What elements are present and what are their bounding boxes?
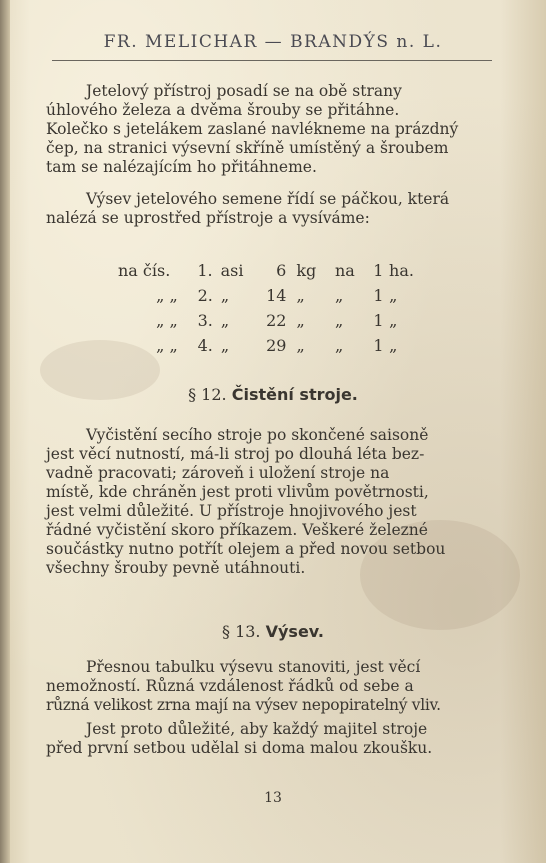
section-number: § 12. [188,385,227,404]
table-cell: „ [296,311,305,330]
table-cell: 2. [197,286,213,305]
table-cell: 1 [373,261,384,280]
table-cell: 29 [266,336,287,355]
text-line: tam se nalézajícím ho přitáhneme. [46,158,317,176]
text-line: místě, kde chráněn jest proti vlivům povětrnosti, [46,483,429,501]
text-line: řádné vyčistění skoro příkazem. Veškeré železné [46,521,428,539]
table-row [118,333,418,358]
table-cell: 1. [197,261,213,280]
page-binding-edge [0,0,10,863]
table-cell: „ [335,336,344,355]
section-title: Výsev. [265,622,324,641]
text-line: Vyčistění secího stroje po skončené saisoně [86,426,429,444]
table-cell: „ [335,286,344,305]
table-cell: „ [220,286,230,305]
seeding-rate-table [118,258,418,358]
section-heading-12 [0,385,546,404]
paragraph-sowing-table [46,658,488,715]
table-cell: „ [220,311,230,330]
paragraph-test-advice [46,720,488,758]
table-cell: ha. [389,261,414,280]
table-cell: „ „ [156,286,178,305]
table-cell: „ [389,336,398,355]
table-cell: kg [296,261,317,280]
table-cell: 3. [197,311,213,330]
paragraph-machine-cleaning [46,426,488,578]
text-line: Kolečko s jetelákem zaslané navlékneme na prázdný [46,120,459,138]
section-title: Čistění stroje. [231,385,358,404]
text-line: různá velikost zrna mají na výsev nepopiratelný vliv. [46,696,441,714]
text-line: nalézá se uprostřed přístroje a vysíváme: [46,209,370,227]
text-line: všechny šrouby pevně utáhnouti. [46,559,306,577]
text-line: Jest proto důležité, aby každý majitel stroje [86,720,428,738]
page-number: 13 [264,790,282,806]
table-cell: „ [335,311,344,330]
table-cell: 1 [373,286,384,305]
text-line: jest velmi důležité. U přístroje hnojivového jest [46,502,417,520]
table-cell: „ [296,286,305,305]
table-cell: na [334,261,355,280]
table-cell: „ [389,286,398,305]
text-line: úhlového železa a dvěma šrouby se přitáhne. [46,101,400,119]
table-cell: 4. [197,336,213,355]
header-rule [52,60,492,61]
table-cell: na čís. [118,261,171,280]
table-row [118,258,418,283]
table-row [118,283,418,308]
table-cell: „ „ [156,336,178,355]
text-line: jest věcí nutností, má-li stroj po dlouhá léta bez- [46,445,425,463]
section-heading-13 [0,622,546,641]
running-header: FR. MELICHAR — BRANDÝS n. L. [103,32,443,52]
paragraph-jetel-device [46,82,488,177]
table-cell: 22 [266,311,287,330]
table-cell: 1 [373,336,384,355]
text-line: před první setbou udělal si doma malou zkoušku. [46,739,433,757]
table-cell: 14 [266,286,287,305]
table-row [118,308,418,333]
table-cell: 1 [373,311,384,330]
table-cell: 6 [276,261,287,280]
table-cell: „ [389,311,398,330]
section-number: § 13. [221,622,261,641]
text-line: nemožností. Různá vzdálenost řádků od sebe a [46,677,414,695]
text-line: Jetelový přístroj posadí se na obě strany [86,82,402,100]
text-line: vadně pracovati; zároveň i uložení stroje na [46,464,390,482]
text-line: čep, na stranici výsevní skříně umístěný a šroubem [46,139,449,157]
table-cell: „ „ [156,311,178,330]
text-line: Přesnou tabulku výsevu stanoviti, jest věcí [86,658,421,676]
paragraph-seed-control [46,190,488,228]
table-cell: asi [220,261,244,280]
table-cell: „ [296,336,305,355]
table-cell: „ [220,336,230,355]
text-line: součástky nutno potřít olejem a před novou setbou [46,540,446,558]
text-line: Výsev jetelového semene řídí se páčkou, která [86,190,450,208]
